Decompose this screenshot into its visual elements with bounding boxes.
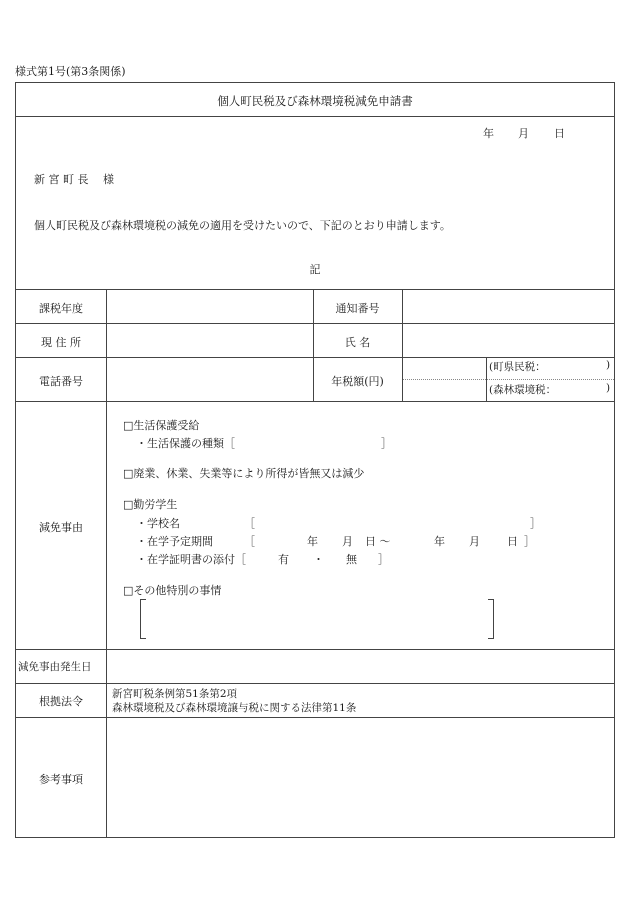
form-title: 個人町民税及び森林環境税減免申請書	[217, 94, 413, 108]
reference-field[interactable]	[108, 719, 612, 837]
legal-basis-label: 根拠法令	[39, 695, 83, 708]
phone-label: 電話番号	[39, 375, 83, 388]
notice-number-label: 通知番号	[335, 302, 380, 315]
divider	[16, 116, 614, 117]
bracket-close: ］	[381, 437, 392, 450]
ki-label: 記	[309, 263, 321, 276]
checkbox-other[interactable]: □その他特別の事情	[123, 584, 222, 597]
town-pref-tax-label: (町県民税：	[489, 361, 546, 373]
occurrence-date-field[interactable]	[108, 651, 612, 681]
tax-year-label: 課税年度	[39, 302, 83, 315]
divider	[402, 289, 403, 401]
welfare-type-label: ・生活保護の種類［	[136, 437, 235, 450]
date-year: 年	[483, 127, 494, 140]
period-end-year: 年	[434, 535, 445, 548]
other-reason-field[interactable]	[148, 601, 484, 635]
annual-tax-label: 年税額(円)	[331, 375, 384, 388]
certificate-yes[interactable]: 有	[278, 553, 289, 566]
application-form	[15, 82, 615, 838]
addressee: 新 宮 町 長 様	[34, 173, 114, 186]
bracket-close: ］	[524, 535, 535, 548]
bracket-close: ］	[378, 553, 389, 566]
other-bracket-right	[488, 599, 494, 639]
form-code: 様式第1号(第3条関係)	[15, 65, 126, 78]
legal-basis-line2: 森林環境税及び森林環境譲与税に関する法律第11条	[112, 702, 357, 714]
certificate-no[interactable]: 無	[346, 553, 357, 566]
tax-year-field[interactable]	[108, 291, 311, 321]
notice-number-field[interactable]	[404, 291, 612, 321]
school-name-label: ・学校名	[136, 517, 180, 530]
other-bracket-left	[140, 599, 146, 639]
intro-text: 個人町民税及び森林環境税の減免の適用を受けたいので、下記のとおり申請します。	[34, 219, 451, 232]
reasons-label: 減免事由	[39, 521, 83, 534]
close-paren: )	[606, 359, 611, 371]
period-start-month: 月	[342, 535, 353, 548]
bracket-open: ［	[244, 535, 255, 548]
occurrence-date-label: 減免事由発生日	[18, 661, 92, 673]
period-end-month: 月	[469, 535, 480, 548]
forest-tax-label: (森林環境税：	[489, 384, 557, 396]
checkbox-income-loss[interactable]: □廃業、休業、失業等により所得が皆無又は減少	[123, 467, 365, 480]
period-start-day: 日 〜	[365, 535, 391, 548]
certificate-separator: ・	[313, 553, 324, 566]
legal-basis-line1: 新宮町税条例第51条第2項	[112, 688, 238, 700]
date-day: 日	[554, 127, 565, 140]
address-field[interactable]	[108, 325, 311, 355]
bracket-open: ［	[244, 517, 255, 530]
divider	[106, 289, 107, 837]
reference-label: 参考事項	[39, 773, 83, 786]
address-label: 現 住 所	[41, 336, 81, 349]
name-label: 氏 名	[344, 336, 371, 349]
certificate-label: ・在学証明書の添付［	[136, 553, 246, 566]
divider	[486, 357, 487, 401]
date-month: 月	[518, 127, 529, 140]
phone-field[interactable]	[108, 359, 311, 399]
period-start-year: 年	[307, 535, 318, 548]
name-field[interactable]	[404, 325, 612, 355]
close-paren: )	[606, 382, 611, 394]
bracket-close: ］	[530, 517, 541, 530]
period-end-day: 日	[507, 535, 518, 548]
study-period-label: ・在学予定期間	[136, 535, 213, 548]
checkbox-welfare[interactable]: □生活保護受給	[123, 419, 200, 432]
annual-tax-field[interactable]	[404, 359, 484, 399]
checkbox-student[interactable]: □勤労学生	[123, 498, 178, 511]
